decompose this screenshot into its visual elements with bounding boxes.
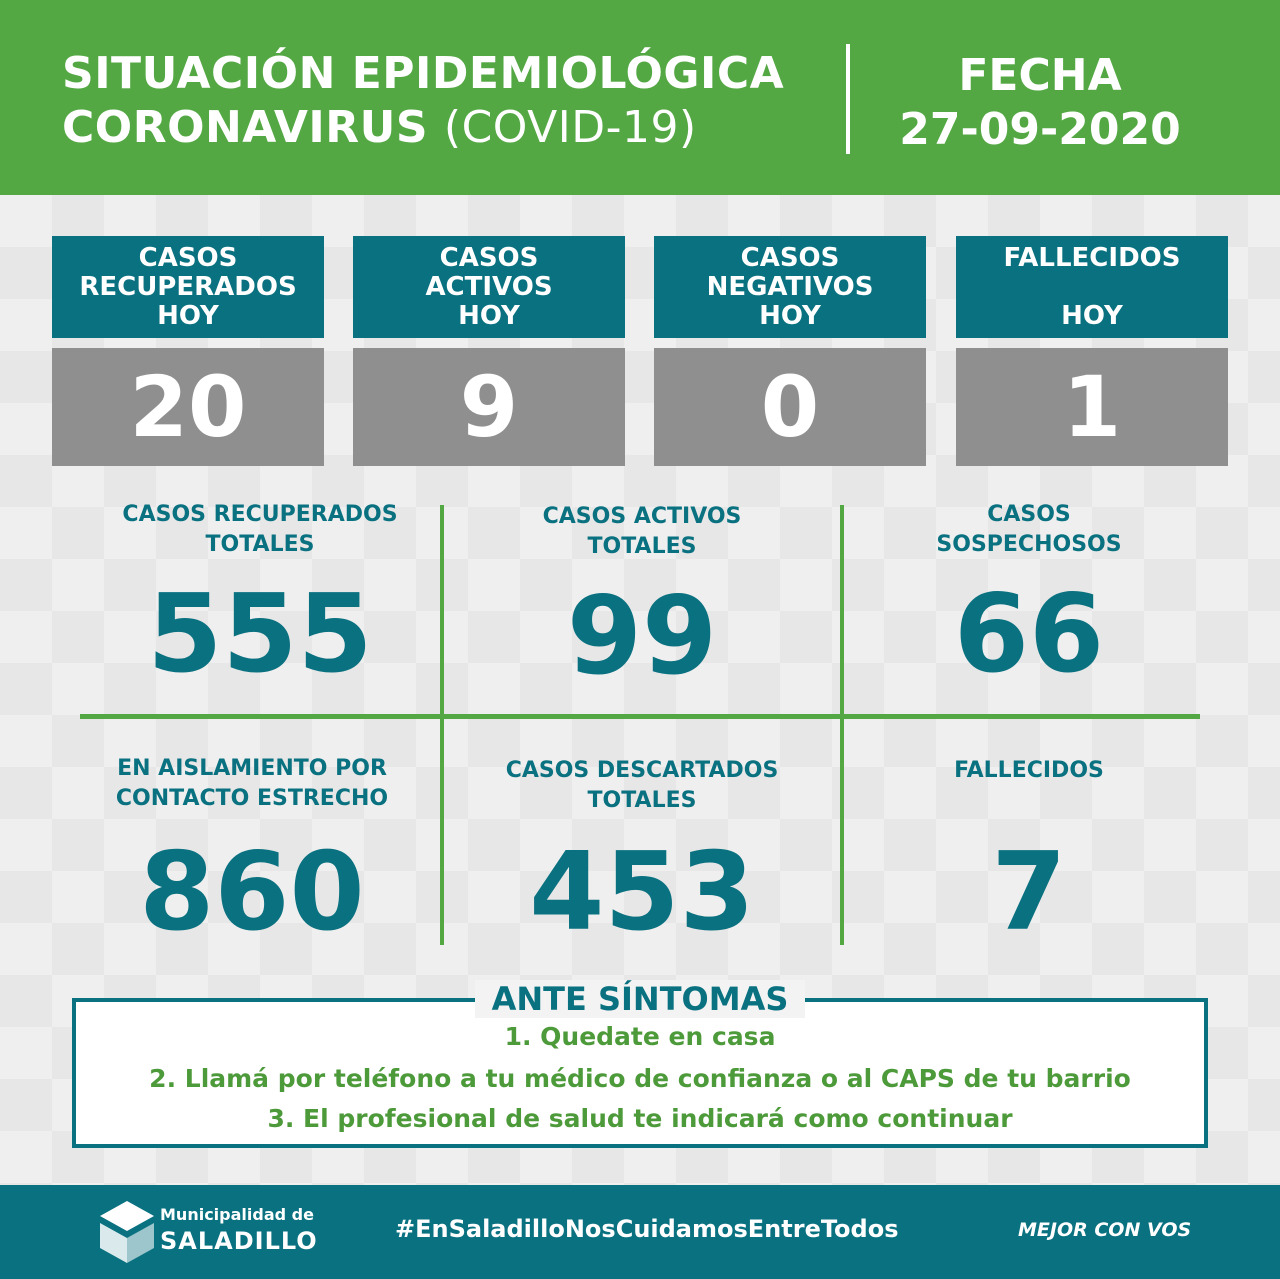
stat-activos-hoy [353,236,625,466]
logo-municipalidad-text: Municipalidad de [160,1205,314,1224]
footer-bar [0,1185,1280,1279]
sospechosos-label [844,500,1214,560]
stat-label-line: HOY [458,300,520,331]
stat-label-line: CASOS [740,242,840,273]
title-line-2 [62,102,697,153]
label-line: CASOS ACTIVOS [542,504,742,529]
symptom-step-1: 1. Quedate en casa [504,1022,776,1051]
descartados-value: 453 [529,830,755,955]
hashtag-text: #EnSaladilloNosCuidamosEntreTodos [395,1215,899,1243]
label-line: CASOS RECUPERADOS [122,502,398,527]
descartados-label [444,756,840,816]
saladillo-logo-icon [100,1201,154,1263]
total-activos-value: 99 [566,574,718,699]
logo-saladillo-text: SALADILLO [160,1227,318,1255]
stat-value: 9 [353,348,625,466]
stat-label-line: NEGATIVOS [706,271,874,302]
label-line: TOTALES [587,788,697,813]
label-line: TOTALES [587,534,697,559]
title-covid: (COVID-19) [443,102,697,153]
label-line: SOSPECHOSOS [936,532,1122,557]
stat-value: 1 [956,348,1228,466]
stat-label-line: ACTIVOS [425,271,553,302]
stat-recuperados-hoy [52,236,324,466]
stat-value: 20 [52,348,324,466]
title-line-1: SITUACIÓN EPIDEMIOLÓGICA [62,48,785,99]
stat-negativos-hoy [654,236,926,466]
title-coronavirus: CORONAVIRUS [62,102,429,153]
total-recuperados-value: 555 [147,572,373,697]
total-activos-label [444,502,840,562]
stat-label-line: HOY [759,300,821,331]
symptom-step-2: 2. Llamá por teléfono a tu médico de confianza o al CAPS de tu barrio [149,1064,1131,1093]
label-line: TOTALES [205,532,315,557]
symptom-step-3: 3. El profesional de salud te indicará como continuar [267,1104,1013,1133]
grid-divider-horizontal [80,714,1200,719]
label-line: EN AISLAMIENTO POR [117,756,387,781]
header-divider [846,44,850,154]
stat-label [353,236,625,338]
stat-label-line: HOY [1061,300,1123,331]
fallecidos-total-value: 7 [991,830,1067,955]
stat-label [956,236,1228,338]
stat-label [654,236,926,338]
stat-label [52,236,324,338]
date-label: FECHA [958,50,1122,101]
stat-fallecidos-hoy [956,236,1228,466]
total-recuperados-label [80,500,440,560]
header-banner [0,0,1280,195]
label-line: CASOS [987,502,1071,527]
stat-value: 0 [654,348,926,466]
slogan-text: MEJOR CON VOS [1018,1219,1192,1241]
label-line: CONTACTO ESTRECHO [115,786,389,811]
stat-label-line: HOY [157,300,219,331]
label-line: FALLECIDOS [954,758,1104,783]
aislamiento-label [62,754,442,814]
label-line: CASOS DESCARTADOS [505,758,779,783]
symptoms-title: ANTE SÍNTOMAS [475,980,805,1018]
date-value: 27-09-2020 [899,104,1181,155]
stat-label-line: RECUPERADOS [79,271,297,302]
fallecidos-total-label [844,756,1214,786]
sospechosos-value: 66 [953,572,1105,697]
aislamiento-value: 860 [139,830,365,955]
stat-label-line: FALLECIDOS [1003,242,1181,273]
stat-label-line: CASOS [138,242,238,273]
stat-label-line: CASOS [439,242,539,273]
